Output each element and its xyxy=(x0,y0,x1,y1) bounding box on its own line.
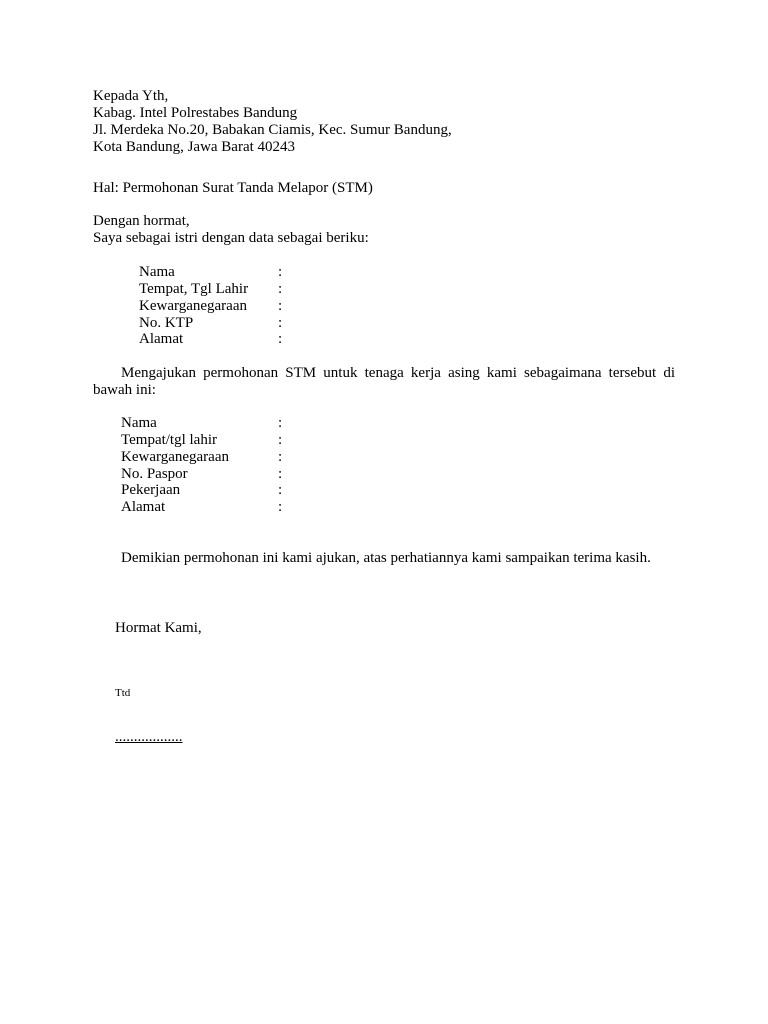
applicant-field-colon: : xyxy=(278,298,283,314)
worker-field-colon: : xyxy=(278,432,283,448)
worker-field-colon: : xyxy=(278,415,283,431)
applicant-field-colon: : xyxy=(278,315,283,331)
subject-line: Hal: Permohonan Surat Tanda Melapor (STM) xyxy=(93,180,373,196)
signature-placeholder: .................. xyxy=(115,729,183,745)
worker-field-label: Alamat xyxy=(121,499,166,515)
worker-field-label: Nama xyxy=(121,415,157,431)
request-paragraph: Mengajukan permohonan STM untuk tenaga kerja asing kami sebagaimana tersebut di bawah ini: xyxy=(93,365,675,398)
applicant-field-colon: : xyxy=(278,264,283,280)
worker-field-label: No. Paspor xyxy=(121,466,188,482)
applicant-field-label: No. KTP xyxy=(139,315,194,331)
worker-field-label: Pekerjaan xyxy=(121,482,181,498)
intro-text: Saya sebagai istri dengan data sebagai beriku: xyxy=(93,230,369,246)
signature-mark: Ttd xyxy=(115,687,131,699)
worker-field-colon: : xyxy=(278,449,283,465)
worker-field-label: Kewarganegaraan xyxy=(121,449,229,465)
recipient-line-1: Kepada Yth, xyxy=(93,88,169,104)
recipient-line-3: Jl. Merdeka No.20, Babakan Ciamis, Kec. Sumur Bandung, xyxy=(93,122,452,138)
worker-field-colon: : xyxy=(278,499,283,515)
worker-field-colon: : xyxy=(278,482,283,498)
applicant-field-label: Alamat xyxy=(139,331,184,347)
worker-field-label: Tempat/tgl lahir xyxy=(121,432,218,448)
recipient-line-2: Kabag. Intel Polrestabes Bandung xyxy=(93,105,298,121)
worker-field-colon: : xyxy=(278,466,283,482)
recipient-line-4: Kota Bandung, Jawa Barat 40243 xyxy=(93,139,296,155)
sign-off: Hormat Kami, xyxy=(115,620,202,636)
applicant-field-colon: : xyxy=(278,331,283,347)
applicant-field-label: Kewarganegaraan xyxy=(139,298,247,314)
applicant-field-label: Nama xyxy=(139,264,175,280)
applicant-field-colon: : xyxy=(278,281,283,297)
greeting: Dengan hormat, xyxy=(93,213,190,229)
closing-text: Demikian permohonan ini kami ajukan, atas perhatiannya kami sampaikan terima kasih. xyxy=(121,550,651,566)
applicant-field-label: Tempat, Tgl Lahir xyxy=(139,281,249,297)
